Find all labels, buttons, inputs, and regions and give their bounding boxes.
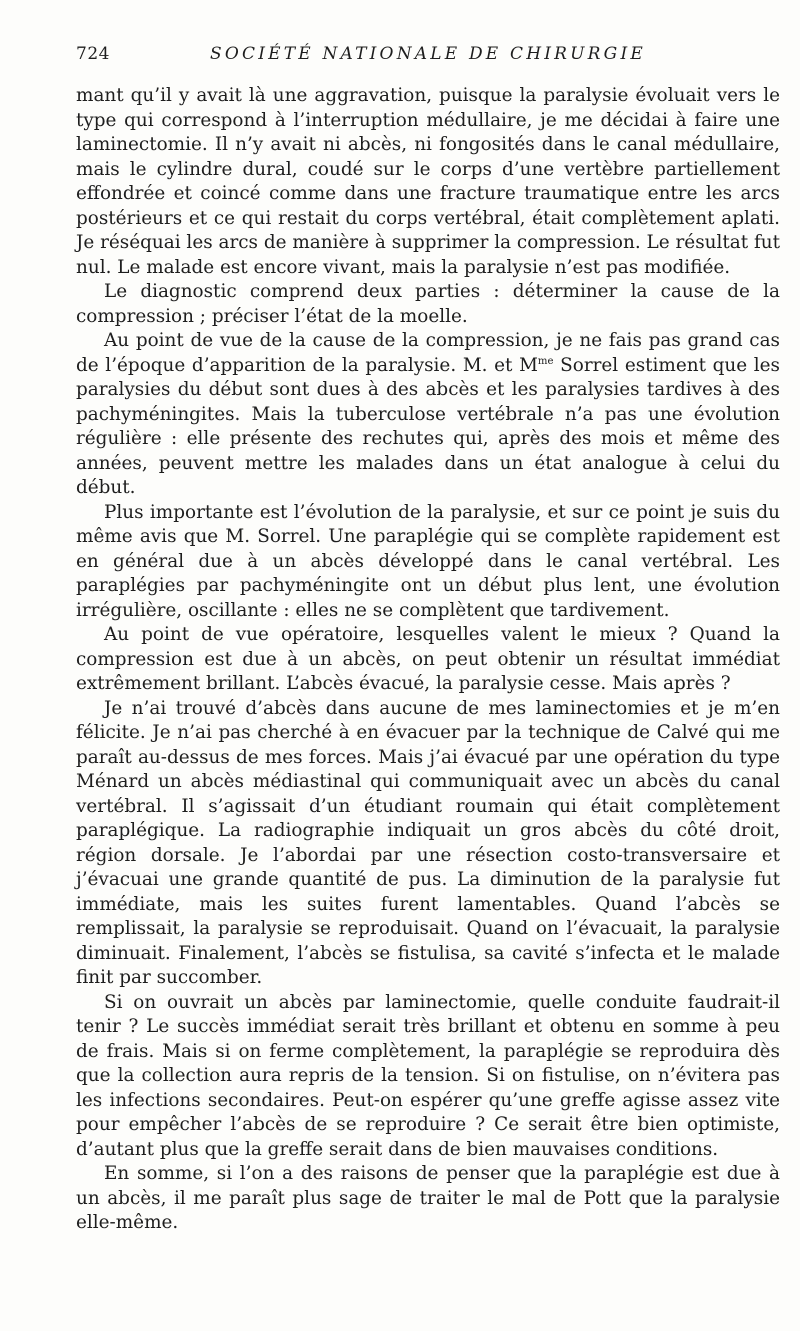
running-title: SOCIÉTÉ NATIONALE DE CHIRURGIE — [210, 44, 646, 64]
superscript-me: me — [537, 355, 554, 367]
paragraph-evolution: Plus importante est l’évolution de la paralysie, et sur ce point je suis du même avis que M. Sorrel. Une paraplégie qui se complète rapidement est en général due à un abcès développé dans le canal vertébral. Les paraplégies par pachyméningite ont un début plus lent, une évolution irrégulière, oscillante : elles ne se complètent que tardivement. — [76, 501, 780, 621]
page-number: 724 — [76, 44, 110, 64]
paragraph-operative: Au point de vue opératoire, lesquelles valent le mieux ? Quand la compression est due à un abcès, on peut obtenir un résultat immédiat extrêmement brillant. L’abcès évacué, la paralysie cesse. Mais après ? — [76, 624, 780, 694]
paragraph-question: Si on ouvrait un abcès par laminectomie, quelle conduite faudrait-il tenir ? Le succès immédiat serait très brillant et obtenu en somme à peu de frais. Mais si on ferme complètement, la paraplégie se reproduira dès que la collection aura repris de la tension. Si on fistulise, on n’évitera pas les infections secondaires. Peut-on espérer qu’une greffe agisse assez vite pour empêcher l’abcès de se reproduire ? Ce serait être bien optimiste, d’autant plus que la greffe serait dans de bien mauvaises conditions. — [76, 991, 780, 1160]
paragraph-cause — [76, 329, 780, 501]
paragraph-continuation: mant qu’il y avait là une aggravation, puisque la paralysie évoluait vers le type qui correspond à l’interruption médullaire, je me décidai à faire une laminectomie. Il n’y avait ni abcès, ni fongosités dans le canal médullaire, mais le cylindre dural, coudé sur le corps d’une vertèbre partiellement effondrée et coincé comme dans une fracture traumatique entre les arcs postérieurs et ce qui restait du corps vertébral, était complètement aplati. Je réséquai les arcs de manière à supprimer la compression. Le résultat fut nul. Le malade est encore vivant, mais la paralysie n’est pas modifiée. — [76, 85, 780, 278]
paragraph-diagnostic: Le diagnostic comprend deux parties : déterminer la cause de la compression ; préciser l’état de la moelle. — [76, 281, 780, 327]
paragraph-conclusion: En somme, si l’on a des raisons de penser que la paraplégie est due à un abcès, il me paraît plus sage de traiter le mal de Pott que la paralysie elle-même. — [76, 1163, 780, 1233]
paragraph-cause-text-a: Au point de vue de la cause de la compression, je ne fais pas grand cas de l’époque d’apparition de la paralysie. M. et M — [76, 330, 780, 376]
body-text — [76, 84, 780, 1236]
paragraph-cause-text-b: Sorrel estiment que les paralysies du début sont dues à des abcès et les paralysies tardives à des pachyméningites. Mais la tuberculose vertébrale n’a pas une évolution régulière : elle présente des rechutes qui, après des mois et même des années, peuvent mettre les malades dans un état analogue à celui du début. — [76, 354, 780, 498]
paragraph-laminectomies: Je n’ai trouvé d’abcès dans aucune de mes laminectomies et je m’en félicite. Je n’ai pas cherché à en évacuer par la technique de Calvé qui me paraît au-dessus de mes forces. Mais j’ai évacué par une opération du type Ménard un abcès médiastinal qui communiquait avec un abcès du canal vertébral. Il s’agissait d’un étudiant roumain qui était complètement paraplégique. La radiographie indiquait un gros abcès du côté droit, région dorsale. Je l’abordai par une résection costo-transversaire et j’évacuai une grande quantité de pus. La diminution de la paralysie fut immédiate, mais les suites furent lamentables. Quand l’abcès se remplissait, la paralysie se reproduisait. Quand on l’évacuait, la paralysie diminuait. Finalement, l’abcès se fistulisa, sa cavité s’infecta et le malade finit par succomber. — [76, 697, 780, 988]
page-header — [76, 44, 780, 68]
